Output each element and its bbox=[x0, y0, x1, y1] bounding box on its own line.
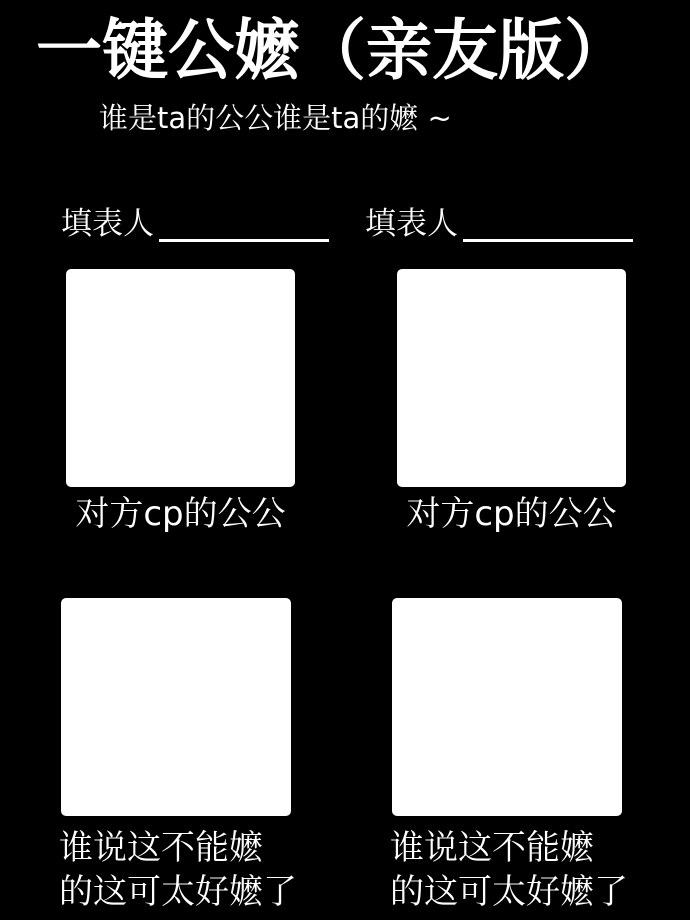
bottom-caption-left bbox=[59, 826, 297, 914]
page-subtitle: 谁是ta的公公谁是ta的嬷 ~ bbox=[99, 101, 452, 135]
form-filler-label-right: 填表人 bbox=[365, 206, 458, 242]
photo-placeholder-top-right bbox=[397, 269, 626, 487]
form-filler-blank-right bbox=[463, 203, 633, 242]
form-filler-label-left: 填表人 bbox=[61, 206, 154, 242]
bottom-caption-left-line2: 的这可太好嬷了 bbox=[59, 872, 297, 912]
photo-placeholder-bottom-left bbox=[61, 598, 291, 816]
top-caption-right: 对方cp的公公 bbox=[406, 494, 617, 534]
photo-placeholder-bottom-right bbox=[392, 598, 622, 816]
page-title: 一键公嬷（亲友版） bbox=[36, 12, 630, 89]
bottom-caption-right bbox=[390, 826, 628, 914]
top-caption-left: 对方cp的公公 bbox=[75, 494, 286, 534]
form-filler-row-left bbox=[61, 203, 329, 242]
bottom-caption-right-line2: 的这可太好嬷了 bbox=[390, 872, 628, 912]
bottom-caption-left-line1: 谁说这不能嬷 bbox=[59, 828, 263, 868]
form-filler-row-right bbox=[365, 203, 633, 242]
bottom-caption-right-line1: 谁说这不能嬷 bbox=[390, 828, 594, 868]
form-filler-blank-left bbox=[159, 203, 329, 242]
photo-placeholder-top-left bbox=[66, 269, 295, 487]
